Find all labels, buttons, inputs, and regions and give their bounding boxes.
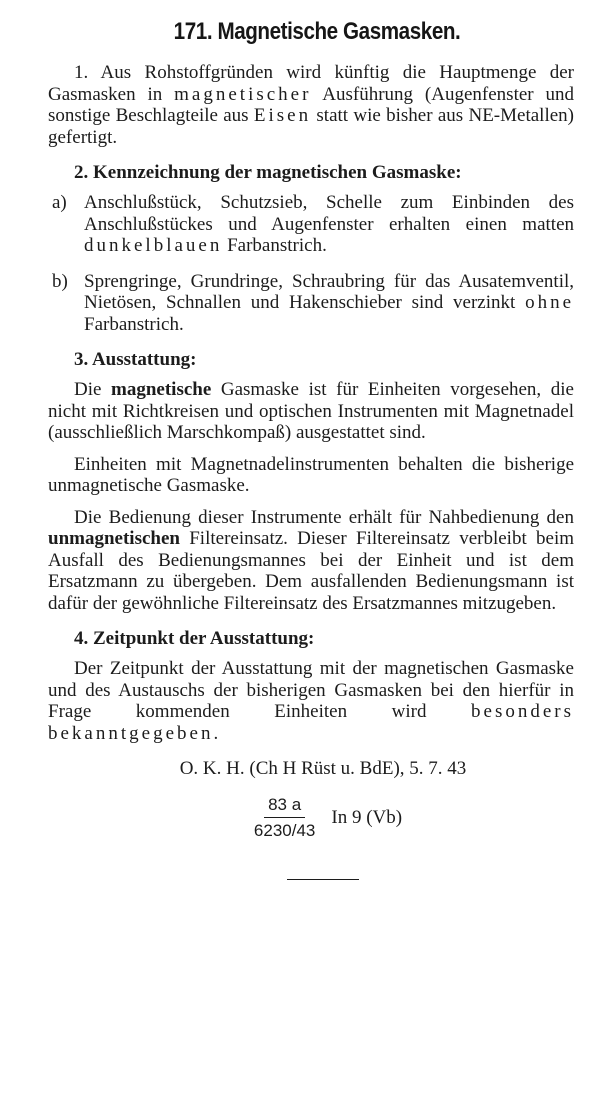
file-reference — [48, 794, 574, 841]
list-item-a-text-2: Farbanstrich. — [222, 235, 327, 256]
section-3-heading: 3. Ausstattung: — [74, 349, 197, 370]
reference-line: O. K. H. (Ch H Rüst u. BdE), 5. 7. 43 — [179, 758, 467, 779]
section-1-text-1: 1. Aus Rohstoffgründen wird künftig die Hauptmenge der Gasmasken in — [48, 62, 574, 105]
section-3-p1-text-1: Die — [74, 379, 112, 400]
section-3-p1-text-2: Gasmaske ist für Einheiten vorgesehen, die nicht mit Richtkreisen und optischen Instrumenten mit Magnetnadel (ausschließlich Marschkompaß) ausgestattet sind. — [48, 379, 574, 443]
section-1-text-2: Ausführung (Augenfenster und sonstige Beschlagteile aus — [48, 83, 574, 126]
section-4-paragraph — [48, 658, 574, 744]
section-3-paragraph-1 — [48, 379, 574, 444]
list-item-b — [48, 271, 574, 336]
section-4-text-1: Der Zeitpunkt der Ausstattung mit der magnetischen Gasmaske und des Austauschs der bisherigen Gasmasken bei den hierfür in Frage kommenden Einheiten wird — [48, 658, 574, 722]
list-item-a — [48, 192, 574, 257]
section-1-paragraph — [48, 62, 574, 148]
fraction-numerator: 83 a — [264, 794, 305, 818]
list-item-b-text-2: Farbanstrich. — [84, 313, 184, 335]
section-1-emphasis-2: Eisen — [253, 105, 312, 126]
list-item-b-text-1: Sprengringe, Grundringe, Schraubring für das Ausatemventil, Nietösen, Schnallen und Hakenschieber sind verzinkt — [84, 270, 574, 313]
section-3-paragraph-3 — [48, 507, 574, 615]
section-1-emphasis-1: magnetischer — [174, 83, 312, 105]
list-item-a-text-1: Anschlußstück, Schutzsieb, Schelle zum Einbinden des Anschlußstückes und Augenfenster erhalten einen matten — [84, 192, 574, 235]
section-2-heading: 2. Kennzeichnung der magnetischen Gasmaske: — [74, 162, 462, 183]
section-1-text-3: statt wie bisher aus NE-Metallen) gefertigt. — [48, 105, 574, 148]
section-3-p3-text-1: Die Bedienung dieser Instrumente erhält für Nahbedienung den — [74, 506, 574, 528]
section-4-emphasis: besonders bekanntgegeben — [48, 701, 574, 744]
fraction-denominator: 6230/43 — [253, 821, 316, 840]
section-3-paragraph-2: Einheiten mit Magnetnadelinstrumenten behalten die bisherige unmagnetische Gasmaske. — [48, 453, 574, 496]
section-3-p3-text-2: Filtereinsatz. Dieser Filtereinsatz verbleibt beim Ausfall des Bedienungsmannes bei der Einheit und ist dem Ersatzmann zu übergeben. Dem ausfallenden Bedienungsmann ist dafür der gewöhnliche Filtereinsatz des Ersatzmannes mitzugeben. — [48, 528, 574, 614]
list-item-b-emphasis: ohne — [525, 292, 574, 313]
list-item-a-text — [84, 192, 574, 257]
section-3-p3-bold: unmagnetischen — [48, 528, 180, 549]
section-4-heading: 4. Zeitpunkt der Ausstattung: — [74, 628, 315, 649]
list-item-b-label: b) — [52, 270, 68, 292]
section-3-p1-bold: magnetische — [111, 379, 212, 400]
end-divider — [287, 879, 359, 880]
list-item-a-emphasis: dunkelblauen — [84, 235, 223, 256]
file-number-fraction — [250, 794, 319, 841]
section-4-text-2: . — [213, 722, 219, 744]
list-item-a-label: a) — [52, 192, 67, 213]
page-title: 171. Magnetische Gasmasken. — [173, 18, 461, 45]
fraction-suffix: In 9 (Vb) — [331, 806, 403, 828]
list-item-b-text — [84, 271, 574, 336]
